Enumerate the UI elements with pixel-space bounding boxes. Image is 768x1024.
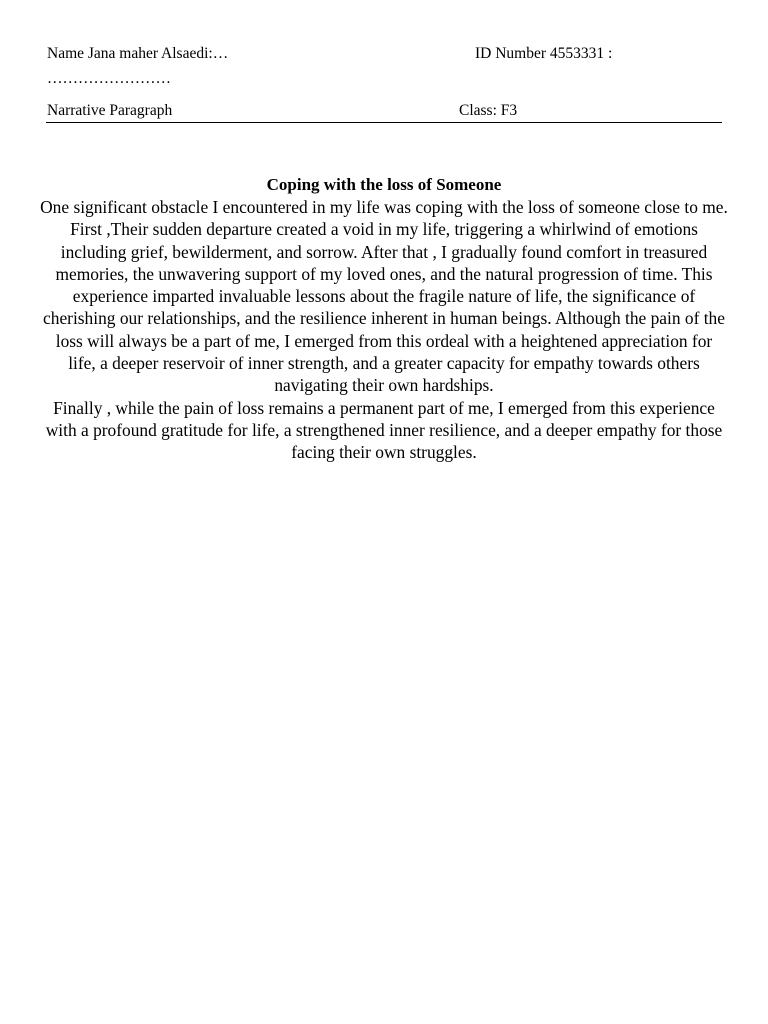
- class-label: Class: F3: [459, 102, 518, 119]
- essay-paragraph: One significant obstacle I encountered in my life was coping with the loss of someone close to me. First ,Their sudden departure created a void in my life, triggering a whirlwind of emotions including grief, bewilderment, and sorrow. After that , I gradually found comfort in treasured memories, the unwavering support of my loved ones, and the natural progression of time. This experience imparted invaluable lessons about the fragile nature of life, the significance of cherishing our relationships, and the resilience inherent in human beings. Although the pain of the loss will always be a part of me, I emerged from this ordeal with a heightened appreciation for life, a deeper reservoir of inner strength, and a greater capacity for empathy towards others navigating their own hardships.: [40, 197, 728, 396]
- student-id: ID Number 4553331 :: [475, 45, 613, 62]
- header-divider: [46, 122, 722, 123]
- name-dotted-line: ……………………: [47, 70, 171, 87]
- student-name: Name Jana maher Alsaedi:…: [47, 45, 229, 62]
- essay-title: Coping with the loss of Someone: [266, 175, 502, 194]
- essay-body: [40, 174, 728, 464]
- essay-paragraph: Finally , while the pain of loss remains a permanent part of me, I emerged from this experience with a profound gratitude for life, a strengthened inner resilience, and a deeper empathy for those facing their own struggles.: [45, 397, 723, 463]
- assignment-type: Narrative Paragraph: [47, 102, 173, 119]
